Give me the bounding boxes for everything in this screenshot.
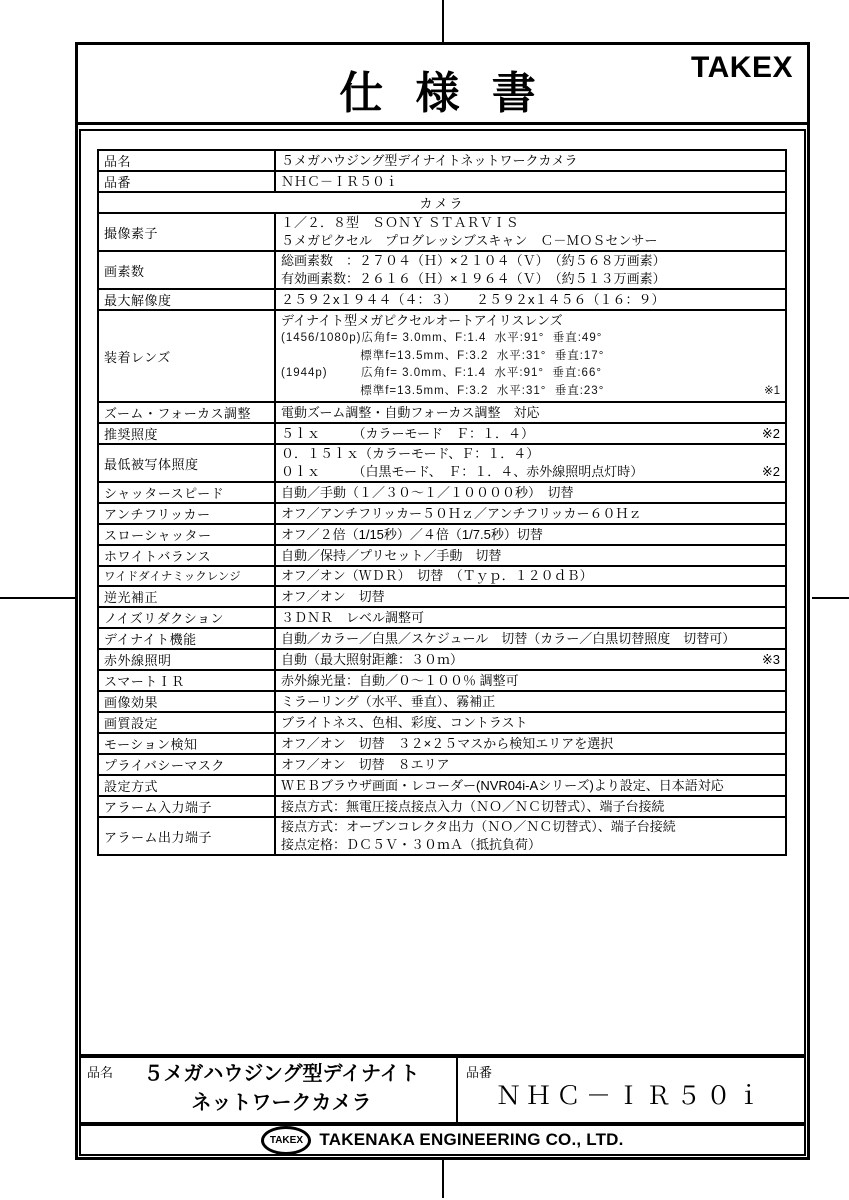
takex-badge-icon: TAKEX: [261, 1126, 311, 1155]
spec-row: [98, 712, 786, 733]
spec-value-line: ５メガハウジング型デイナイトネットワークカメラ: [281, 152, 578, 168]
spec-value: [275, 171, 786, 192]
spec-row: [98, 733, 786, 754]
spec-value-line: ＮＨＣ－ＩＲ５０ｉ: [281, 173, 399, 189]
spec-value: [275, 482, 786, 503]
product-name-value: [113, 1060, 450, 1118]
title-bar: [78, 45, 807, 125]
spec-label: シャッタースピード: [98, 482, 275, 503]
sheet-frame: [75, 42, 810, 1160]
spec-value-line: デイナイト型メガピクセルオートアイリスレンズ: [281, 313, 563, 328]
spec-row: [98, 310, 786, 402]
spec-value-line: (1456/1080p)広角f= 3.0mm、F:1.4 水平:91° 垂直:49°: [281, 332, 603, 344]
spec-label: ズーム・フォーカス調整: [98, 402, 275, 423]
spec-row: [98, 423, 786, 444]
product-name-line1: ５メガハウジング型デイナイト: [143, 1063, 420, 1085]
spec-label: 画質設定: [98, 712, 275, 733]
spec-value-line: 接点方式：無電圧接点接点入力（ＮＯ／ＮＣ切替式）、端子台接続: [281, 798, 665, 814]
footer-title-block: [79, 1054, 806, 1124]
spec-row: [98, 289, 786, 310]
spec-value: [275, 628, 786, 649]
content-box: [79, 129, 806, 1058]
spec-label: プライバシーマスク: [98, 754, 275, 775]
spec-value: [275, 503, 786, 524]
spec-value-line: ブライトネス、色相、彩度、コントラスト: [281, 714, 528, 730]
spec-table-body: [98, 150, 786, 855]
footnote-marker: ※3: [761, 651, 780, 667]
spec-value: [275, 586, 786, 607]
spec-row: [98, 150, 786, 171]
spec-row: [98, 192, 786, 213]
spec-value: [275, 712, 786, 733]
product-name-line2: ネットワークカメラ: [191, 1092, 372, 1114]
document-title: 仕 様 書: [339, 69, 546, 118]
spec-row: [98, 171, 786, 192]
spec-value-line: オフ／オン 切替 ３２×２５マスから検知エリアを選択: [281, 735, 614, 751]
crop-mark-left: [0, 597, 76, 599]
spec-value: [275, 566, 786, 586]
spec-label: 画像効果: [98, 691, 275, 712]
spec-row: [98, 628, 786, 649]
spec-value-line: オフ／オン 切替: [281, 588, 385, 604]
spec-value-line: ５メガピクセル プログレッシブスキャン Ｃ－ＭＯＳセンサー: [281, 233, 658, 248]
spec-value-line: ＷＥＢブラウザ画面・レコーダー(NVR04i-Aシリーズ)より設定、日本語対応: [281, 777, 724, 793]
crop-mark-right: [812, 597, 849, 599]
crop-mark-bottom: [442, 1158, 444, 1198]
spec-label: 赤外線照明: [98, 649, 275, 670]
spec-row: [98, 775, 786, 796]
footer-company-block: [79, 1124, 806, 1156]
spec-value: [275, 649, 786, 670]
spec-label: 最大解像度: [98, 289, 275, 310]
spec-row: [98, 796, 786, 817]
spec-value-line: 自動／カラー／白黒／スケジュール 切替（カラー／白黒切替照度 切替可）: [281, 630, 736, 646]
spec-value-line: オフ／アンチフリッカー５０Ｈｚ／アンチフリッカー６０Ｈｚ: [281, 505, 642, 521]
spec-row: [98, 402, 786, 423]
spec-value: [275, 310, 786, 402]
spec-value: [275, 775, 786, 796]
takex-logo: TAKEX: [691, 51, 793, 84]
spec-value: [275, 423, 786, 444]
spec-row: [98, 649, 786, 670]
spec-value-line: 総画素数 ：２７０４（Ｈ）×２１０４（Ｖ） （約５６８万画素）: [281, 253, 666, 268]
spec-label: 画素数: [98, 251, 275, 289]
spec-label: 最低被写体照度: [98, 444, 275, 482]
footnote-marker: ※1: [763, 384, 780, 397]
spec-value: [275, 444, 786, 482]
footer-product-name-cell: [81, 1056, 456, 1122]
spec-value-line: 接点方式：オープンコレクタ出力（ＮＯ／ＮＣ切替式）、端子台接続: [281, 819, 676, 834]
crop-mark-top: [442, 0, 444, 44]
spec-value: [275, 150, 786, 171]
spec-table: [97, 149, 787, 856]
spec-label: スローシャッター: [98, 524, 275, 545]
spec-label: 逆光補正: [98, 586, 275, 607]
spec-label: 推奨照度: [98, 423, 275, 444]
spec-row: [98, 586, 786, 607]
spec-row: [98, 566, 786, 586]
spec-label: ノイズリダクション: [98, 607, 275, 628]
spec-value: [275, 817, 786, 855]
spec-row: [98, 754, 786, 775]
spec-section-label: カメラ: [98, 192, 786, 213]
spec-value-line: ０ｌｘ （白黒モード、 Ｆ：１．４、赤外線照明点灯時） ※2: [281, 464, 780, 479]
spec-value: [275, 402, 786, 423]
spec-value: [275, 289, 786, 310]
spec-value: [275, 796, 786, 817]
footer-model-number-cell: [456, 1056, 804, 1122]
spec-value-line: オフ／オン 切替 ８エリア: [281, 756, 450, 772]
spec-value-line: (1944p) 広角f= 3.0mm、F:1.4 水平:91° 垂直:66°: [281, 367, 602, 379]
spec-label: 品番: [98, 171, 275, 192]
spec-value: [275, 545, 786, 566]
spec-value-line: ５ｌｘ （カラーモード Ｆ：１．４） ※2: [281, 425, 780, 441]
spec-label: デイナイト機能: [98, 628, 275, 649]
spec-value-line: ０．１５ｌｘ（カラーモード、Ｆ：１．４）: [281, 446, 540, 461]
spec-row: [98, 545, 786, 566]
spec-label: アンチフリッカー: [98, 503, 275, 524]
model-number-value: ＮＨＣ－ＩＲ５０ｉ: [495, 1082, 766, 1110]
spec-row: [98, 691, 786, 712]
spec-value: [275, 607, 786, 628]
spec-value-line: ３ＤＮＲ レベル調整可: [281, 609, 425, 625]
spec-value-line: 自動／保持／プリセット／手動 切替: [281, 547, 502, 563]
spec-row: [98, 607, 786, 628]
spec-row: [98, 503, 786, 524]
spec-label: アラーム出力端子: [98, 817, 275, 855]
spec-value: [275, 733, 786, 754]
spec-value-line: 有効画素数：２６１６（Ｈ）×１９６４（Ｖ） （約５１３万画素）: [281, 271, 666, 286]
spec-value: [275, 670, 786, 691]
spec-value-line: ミラーリング（水平、垂直）、霧補正: [281, 693, 496, 709]
spec-value-line: ２５９２x１９４４（４：３） ２５９２x１４５６（１６：９）: [281, 291, 665, 307]
spec-value-line: 電動ズーム調整・自動フォーカス調整 対応: [281, 404, 540, 420]
product-name-label: 品名: [87, 1065, 114, 1080]
spec-value-line: 標準f=13.5mm、F:3.2 水平:31° 垂直:23° ※1: [281, 383, 780, 401]
spec-row: [98, 670, 786, 691]
spec-row: [98, 524, 786, 545]
spec-value: [275, 213, 786, 251]
spec-label: モーション検知: [98, 733, 275, 754]
spec-row: [98, 817, 786, 855]
footnote-marker: ※2: [761, 425, 780, 441]
spec-value: [275, 691, 786, 712]
company-name: TAKENAKA ENGINEERING CO., LTD.: [319, 1130, 624, 1149]
spec-value: [275, 251, 786, 289]
spec-row: [98, 213, 786, 251]
spec-row: [98, 482, 786, 503]
spec-label: 撮像素子: [98, 213, 275, 251]
spec-value-line: オフ／オン（ＷＤＲ） 切替 （Ｔｙｐ．１２０ｄＢ）: [281, 568, 593, 583]
spec-value-line: 接点定格：ＤＣ５Ｖ・３０ｍＡ（抵抗負荷）: [281, 837, 542, 852]
spec-row: [98, 444, 786, 482]
spec-value: [275, 524, 786, 545]
spec-label: スマートＩＲ: [98, 670, 275, 691]
spec-value-line: オフ／２倍（1/15秒）／４倍（1/7.5秒）切替: [281, 526, 543, 542]
footnote-marker: ※2: [761, 464, 780, 479]
spec-value-line: 自動（最大照射距離：３０ｍ） ※3: [281, 651, 780, 667]
spec-value-line: １／２．８型 ＳＯＮＹ ＳＴＡＲＶＩＳ: [281, 215, 519, 230]
spec-value-line: 自動／手動（１／３０～１／１００００秒） 切替: [281, 484, 574, 500]
spec-label: アラーム入力端子: [98, 796, 275, 817]
spec-label: ホワイトバランス: [98, 545, 275, 566]
spec-label: ワイドダイナミックレンジ: [98, 566, 275, 586]
spec-value-line: 赤外線光量：自動／０～１００％ 調整可: [281, 672, 519, 688]
spec-value-line: 標準f=13.5mm、F:3.2 水平:31° 垂直:17°: [281, 349, 605, 362]
spec-label: 品名: [98, 150, 275, 171]
spec-label: 装着レンズ: [98, 310, 275, 402]
spec-value: [275, 754, 786, 775]
spec-row: [98, 251, 786, 289]
model-number-label: 品番: [466, 1065, 493, 1080]
spec-label: 設定方式: [98, 775, 275, 796]
